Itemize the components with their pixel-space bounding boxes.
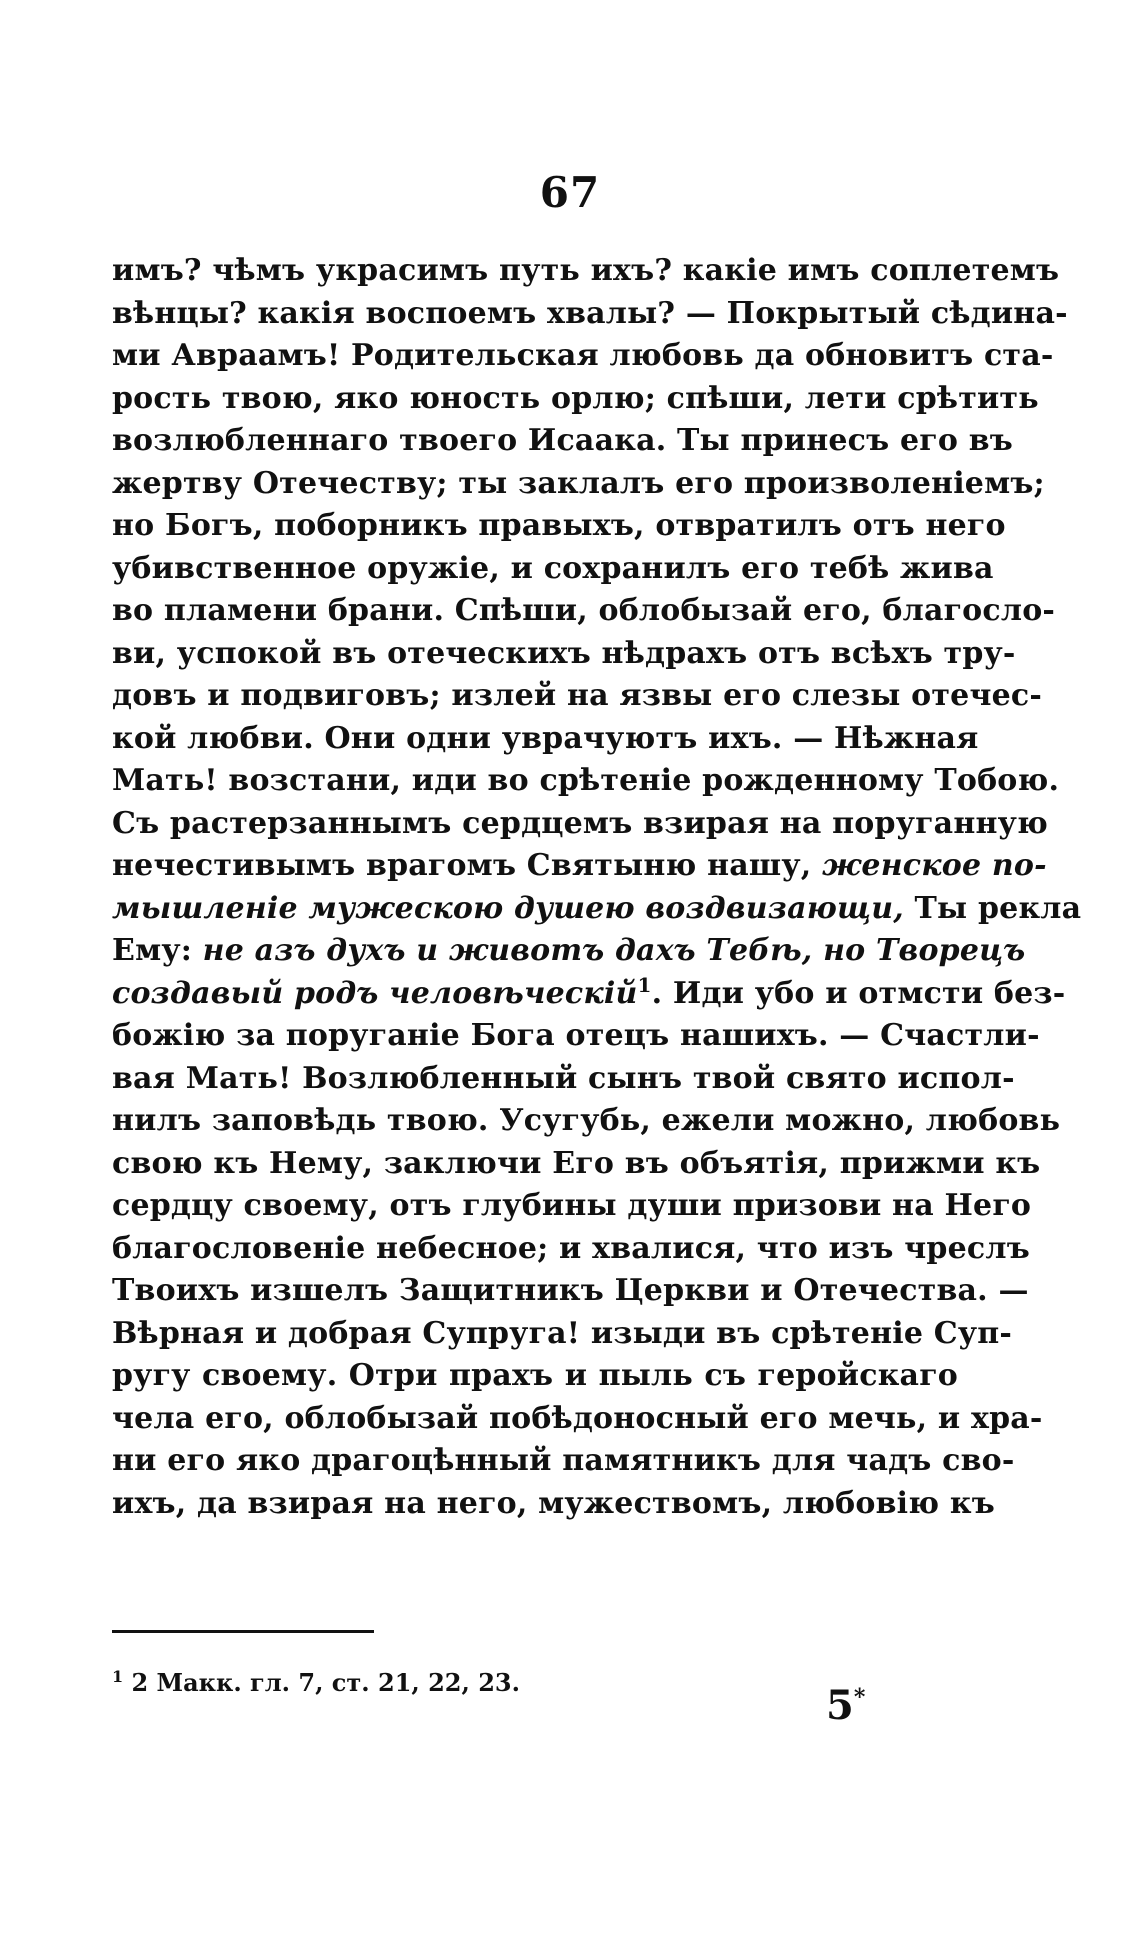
text-line	[112, 972, 1066, 1016]
footnote-rule	[112, 1630, 374, 1633]
text-line	[112, 1355, 958, 1398]
text-line	[112, 633, 1016, 676]
text-line	[112, 293, 1068, 336]
text-segment: Мать! возстани, иди во срѣтеніе рожденному Тобою.	[112, 763, 1060, 798]
text-line	[112, 590, 1056, 633]
text-segment: Съ растерзаннымъ сердцемъ взирая на поруганную	[112, 805, 1049, 841]
text-line	[112, 760, 1060, 803]
text-line	[112, 548, 994, 591]
italic-text: не азъ духъ и животъ дахъ Тебѣ, но Творецъ	[202, 933, 1026, 968]
text-line	[112, 1228, 1030, 1271]
text-segment: вая Мать! Возлюбленный сынъ твой свято испол-	[112, 1060, 1015, 1096]
text-segment: ми Авраамъ! Родительская любовь да обновитъ ста-	[112, 338, 1054, 373]
text-line	[112, 1100, 1061, 1143]
text-line	[112, 1483, 995, 1526]
text-line	[112, 888, 1082, 931]
text-line	[112, 250, 1060, 293]
text-segment: Твоихъ изшелъ Защитникъ Церкви и Отечества. —	[112, 1273, 1029, 1308]
signature-mark	[826, 1682, 865, 1729]
text-segment: Вѣрная и добрая Супруга! изыди въ срѣтеніе Суп-	[112, 1315, 1013, 1351]
text-segment: сердцу своему, отъ глубины души призови на Него	[112, 1188, 1032, 1223]
text-segment: . Иди убо и отмсти без-	[651, 975, 1066, 1011]
signature-asterisk: *	[853, 1684, 866, 1711]
text-line	[112, 718, 979, 761]
text-segment: возлюбленнаго твоего Исаака. Ты принесъ его въ	[112, 423, 1013, 458]
text-line	[112, 463, 1045, 506]
text-segment: ни его яко драгоцѣнный памятникъ для чадъ сво-	[112, 1443, 1015, 1478]
text-segment: ви, успокой въ отеческихъ нѣдрахъ отъ всѣхъ тру-	[112, 635, 1016, 671]
text-line	[112, 1313, 1013, 1356]
text-line	[112, 845, 1047, 888]
text-line	[112, 675, 1043, 718]
text-line	[112, 1185, 1032, 1228]
text-line	[112, 378, 1039, 421]
text-segment: рость твою, яко юность орлю; спѣши, лети срѣтить	[112, 380, 1039, 416]
text-segment: божію за поруганіе Бога отецъ нашихъ. — Счастли-	[112, 1018, 1040, 1053]
footnote	[112, 1667, 520, 1697]
text-line	[112, 930, 1026, 973]
text-segment: свою къ Нему, заключи Его въ объятія, прижми къ	[112, 1145, 1041, 1181]
text-line	[112, 1270, 1029, 1313]
text-line	[112, 1440, 1015, 1483]
text-line	[112, 1143, 1041, 1186]
text-segment: вѣнцы? какія воспоемъ хвалы? — Покрытый сѣдина-	[112, 295, 1068, 331]
text-line	[112, 803, 1049, 846]
text-line	[112, 505, 1006, 548]
body-text	[112, 250, 1082, 1525]
footnote-marker: 1	[112, 1667, 124, 1686]
text-segment: нечестивымъ врагомъ Святыню нашу,	[112, 848, 823, 883]
text-segment: довъ и подвиговъ; излей на язвы его слезы отечес-	[112, 678, 1043, 713]
signature-number: 5	[826, 1682, 854, 1729]
text-segment: нилъ заповѣдь твою. Усугубь, ежели можно, любовь	[112, 1103, 1061, 1138]
text-line	[112, 420, 1013, 463]
text-segment: Ему:	[112, 933, 203, 968]
text-segment: кой любви. Они одни уврачуютъ ихъ. — Нѣжная	[112, 720, 979, 756]
italic-text: женское по-	[822, 848, 1047, 883]
italic-text: мышленіе мужескою душею воздвизающи,	[112, 890, 904, 926]
text-line	[112, 1015, 1040, 1058]
text-segment: чела его, облобызай побѣдоносный его мечь, и хра-	[112, 1400, 1043, 1436]
footnote-reference: 1	[637, 972, 652, 997]
text-segment: убивственное оружіе, и сохранилъ его тебѣ жива	[112, 550, 994, 586]
text-segment: ихъ, да взирая на него, мужествомъ, любовію къ	[112, 1485, 995, 1521]
page-number: 67	[539, 168, 601, 217]
text-segment: имъ? чѣмъ украсимъ путь ихъ? какіе имъ соплетемъ	[112, 253, 1060, 288]
text-segment: благословеніе небесное; и хвалися, что изъ чреслъ	[112, 1230, 1030, 1266]
footnote-text: 2 Макк. гл. 7, ст. 21, 22, 23.	[123, 1668, 520, 1697]
text-line	[112, 1058, 1015, 1101]
italic-text: создавый родъ человѣческій	[112, 975, 638, 1011]
text-segment: но Богъ, поборникъ правыхъ, отвратилъ отъ него	[112, 508, 1006, 543]
text-segment: Ты рекла	[903, 890, 1082, 926]
text-segment: во пламени брани. Спѣши, облобызай его, благосло-	[112, 593, 1056, 628]
text-line	[112, 1398, 1043, 1441]
text-segment: ругу своему. Отри прахъ и пыль съ геройскаго	[112, 1358, 958, 1393]
text-line	[112, 335, 1054, 378]
text-segment: жертву Отечеству; ты заклалъ его произволеніемъ;	[112, 465, 1045, 501]
